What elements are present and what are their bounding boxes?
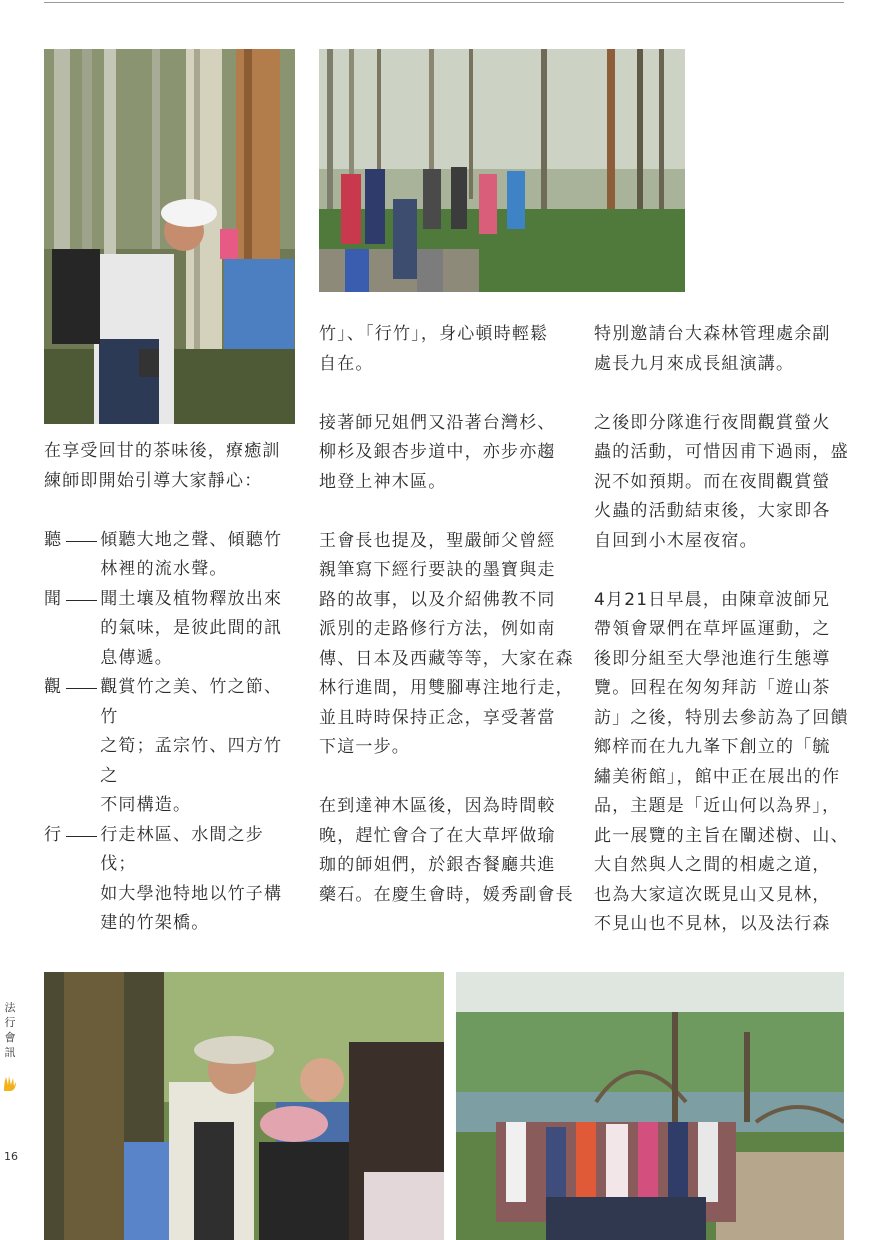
text-column-1 xyxy=(44,437,299,1027)
paragraph-intro: 在享受回甘的茶味後，療癒訓 練師即開始引導大家靜心： xyxy=(44,441,281,491)
sense-key: 聽 xyxy=(44,529,63,550)
em-dash xyxy=(62,673,100,821)
text-column-3 xyxy=(594,320,854,940)
sense-key: 行 xyxy=(44,824,63,845)
vertical-title-char: 會 xyxy=(4,1031,16,1044)
paragraph-col2-3: 王會長也提及，聖嚴師父曾經 親筆寫下經行要訣的墨寶與走 路的故事，以及介紹佛教不同 派別的走路修行方法，例如南 傳、日本及西藏等等，大家在森 林行進間，用雙腳專注地行走， 並且時時保持正念，享受著當 下這一步。 xyxy=(319,530,574,757)
paragraph-col2-4: 在到達神木區後，因為時間較 晚，趕忙會合了在大草坪做瑜 珈的師姐們，於銀杏餐廳共進 藥石。在慶生會時，媛秀副會長 xyxy=(319,796,574,905)
photo-group-hiking-forest xyxy=(319,49,685,292)
sense-description: 行走林區、水間之步伐； 如大學池特地以竹子構 建的竹架橋。 xyxy=(100,824,283,933)
em-dash xyxy=(62,821,100,939)
sense-walk xyxy=(44,821,299,939)
sense-smell xyxy=(44,585,299,674)
paragraph-col3-1: 特別邀請台大森林管理處余副 處長九月來成長組演講。 xyxy=(594,324,831,374)
em-dash xyxy=(62,585,100,674)
sense-description: 傾聽大地之聲、傾聽竹 林裡的流水聲。 xyxy=(100,529,283,579)
vertical-publication-title xyxy=(2,1000,18,1060)
vertical-title-char: 法 xyxy=(4,1001,16,1014)
sense-watch xyxy=(44,673,299,821)
sense-description: 聞土壤及植物釋放出來 的氣味，是彼此間的訊 息傳遞。 xyxy=(100,588,283,668)
photo-man-touching-bamboo xyxy=(44,49,295,424)
top-rule xyxy=(44,2,844,3)
photo-group-bridge-pond xyxy=(456,972,844,1240)
sense-key: 觀 xyxy=(44,677,63,697)
sense-key: 聞 xyxy=(44,588,63,609)
em-dash xyxy=(62,526,100,585)
paragraph-col3-3: 4月21日早晨，由陳章波師兄 帶領會眾們在草坪區運動，之 後即分組至大學池進行生態導 覽。回程在匆匆拜訪「遊山茶 訪」之後，特別去參訪為了回饋 鄉梓而在九九峯下創立的「毓 繡美術館」，館中正在展出的作 品，主題是「近山何以為界」， 此一展覽的主旨在闡述樹、山、 大自然與人之間的相處之道， 也為大家這次既見山又見林， 不見山也不見林，以及法行森 xyxy=(594,589,849,934)
sidebar xyxy=(2,1000,18,1092)
text-column-2 xyxy=(319,320,579,910)
photo-group-under-tree xyxy=(44,972,444,1240)
sense-description: 觀賞竹之美、竹之節、竹 之筍；孟宗竹、四方竹之 不同構造。 xyxy=(100,677,283,815)
hand-lotus-logo-icon xyxy=(2,1074,18,1092)
paragraph-col2-2: 接著師兄姐們又沿著台灣杉、 柳杉及銀杏步道中，亦步亦趨 地登上神木區。 xyxy=(319,412,556,492)
sense-listen xyxy=(44,526,299,585)
vertical-title-char: 行 xyxy=(4,1016,16,1029)
page-number: 16 xyxy=(4,1150,18,1163)
vertical-title-char: 訊 xyxy=(4,1046,16,1059)
paragraph-col3-2: 之後即分隊進行夜間觀賞螢火 蟲的活動，可惜因甫下過雨，盛 況不如預期。而在夜間觀賞螢 火蟲的活動結束後，大家即各 自回到小木屋夜宿。 xyxy=(594,412,849,551)
paragraph-col2-1: 竹」、「行竹」，身心頓時輕鬆 自在。 xyxy=(319,324,549,374)
